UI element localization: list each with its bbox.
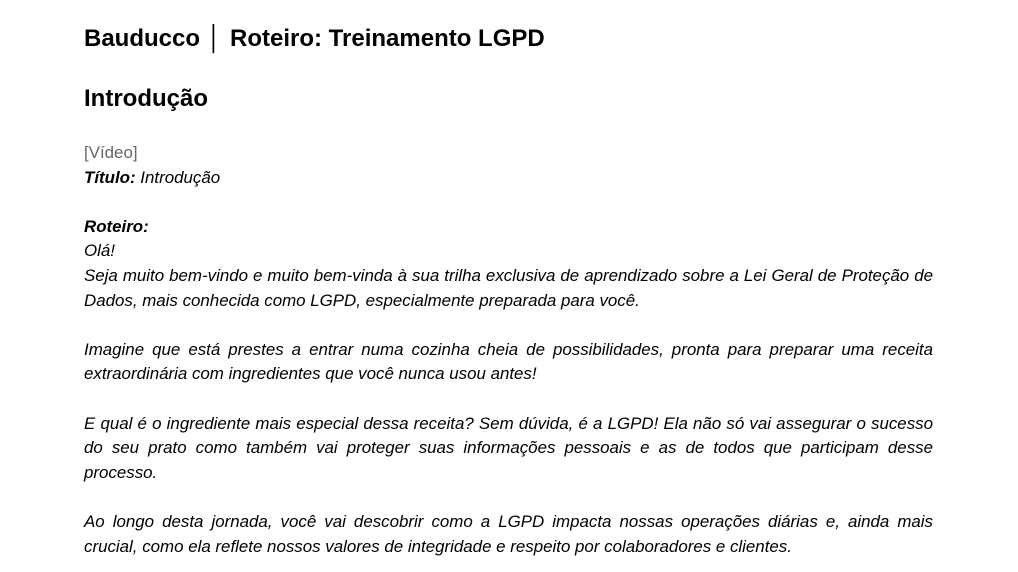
script-greeting: Olá!: [84, 241, 115, 261]
spacer: [84, 190, 933, 215]
video-title-line: [84, 166, 933, 191]
video-title-label: Título:: [84, 167, 136, 187]
script-paragraph: Imagine que está prestes a entrar numa cozinha cheia de possibilidades, pronta para preparar uma receita extraordinária com ingredientes que você nunca usou antes!: [84, 339, 933, 384]
script-paragraph: Seja muito bem-vindo e muito bem-vinda à sua trilha exclusiva de aprendizado sobre a Lei Geral de Proteção de Dados, mais conhecida como LGPD, especialmente preparada para você.: [84, 265, 933, 310]
document-header: [84, 22, 545, 56]
brand-name: Bauducco: [84, 25, 201, 52]
media-type-tag: [Vídeo]: [84, 143, 138, 162]
script-label-line: [84, 215, 933, 240]
script-paragraph: Ao longo desta jornada, você vai descobrir como a LGPD impacta nossas operações diárias e, ainda mais crucial, como ela reflete nossos valores de integridade e respeito por colaboradores e clientes.: [84, 511, 933, 556]
video-title-value: Introdução: [135, 167, 221, 187]
document-title: Roteiro: Treinamento LGPD: [230, 25, 545, 52]
script-paragraph: E qual é o ingrediente mais especial dessa receita? Sem dúvida, é a LGPD! Ela não só vai assegurar o sucesso do seu prato como também vai proteger suas informações pessoais e as de todos que participam desse processo.: [84, 413, 933, 482]
section-title: Introdução: [84, 85, 208, 112]
document-body: [84, 141, 933, 559]
script-label: Roteiro:: [84, 216, 149, 236]
spacer: [84, 387, 933, 412]
header-separator: │: [207, 25, 223, 52]
spacer: [84, 485, 933, 510]
spacer: [84, 313, 933, 338]
